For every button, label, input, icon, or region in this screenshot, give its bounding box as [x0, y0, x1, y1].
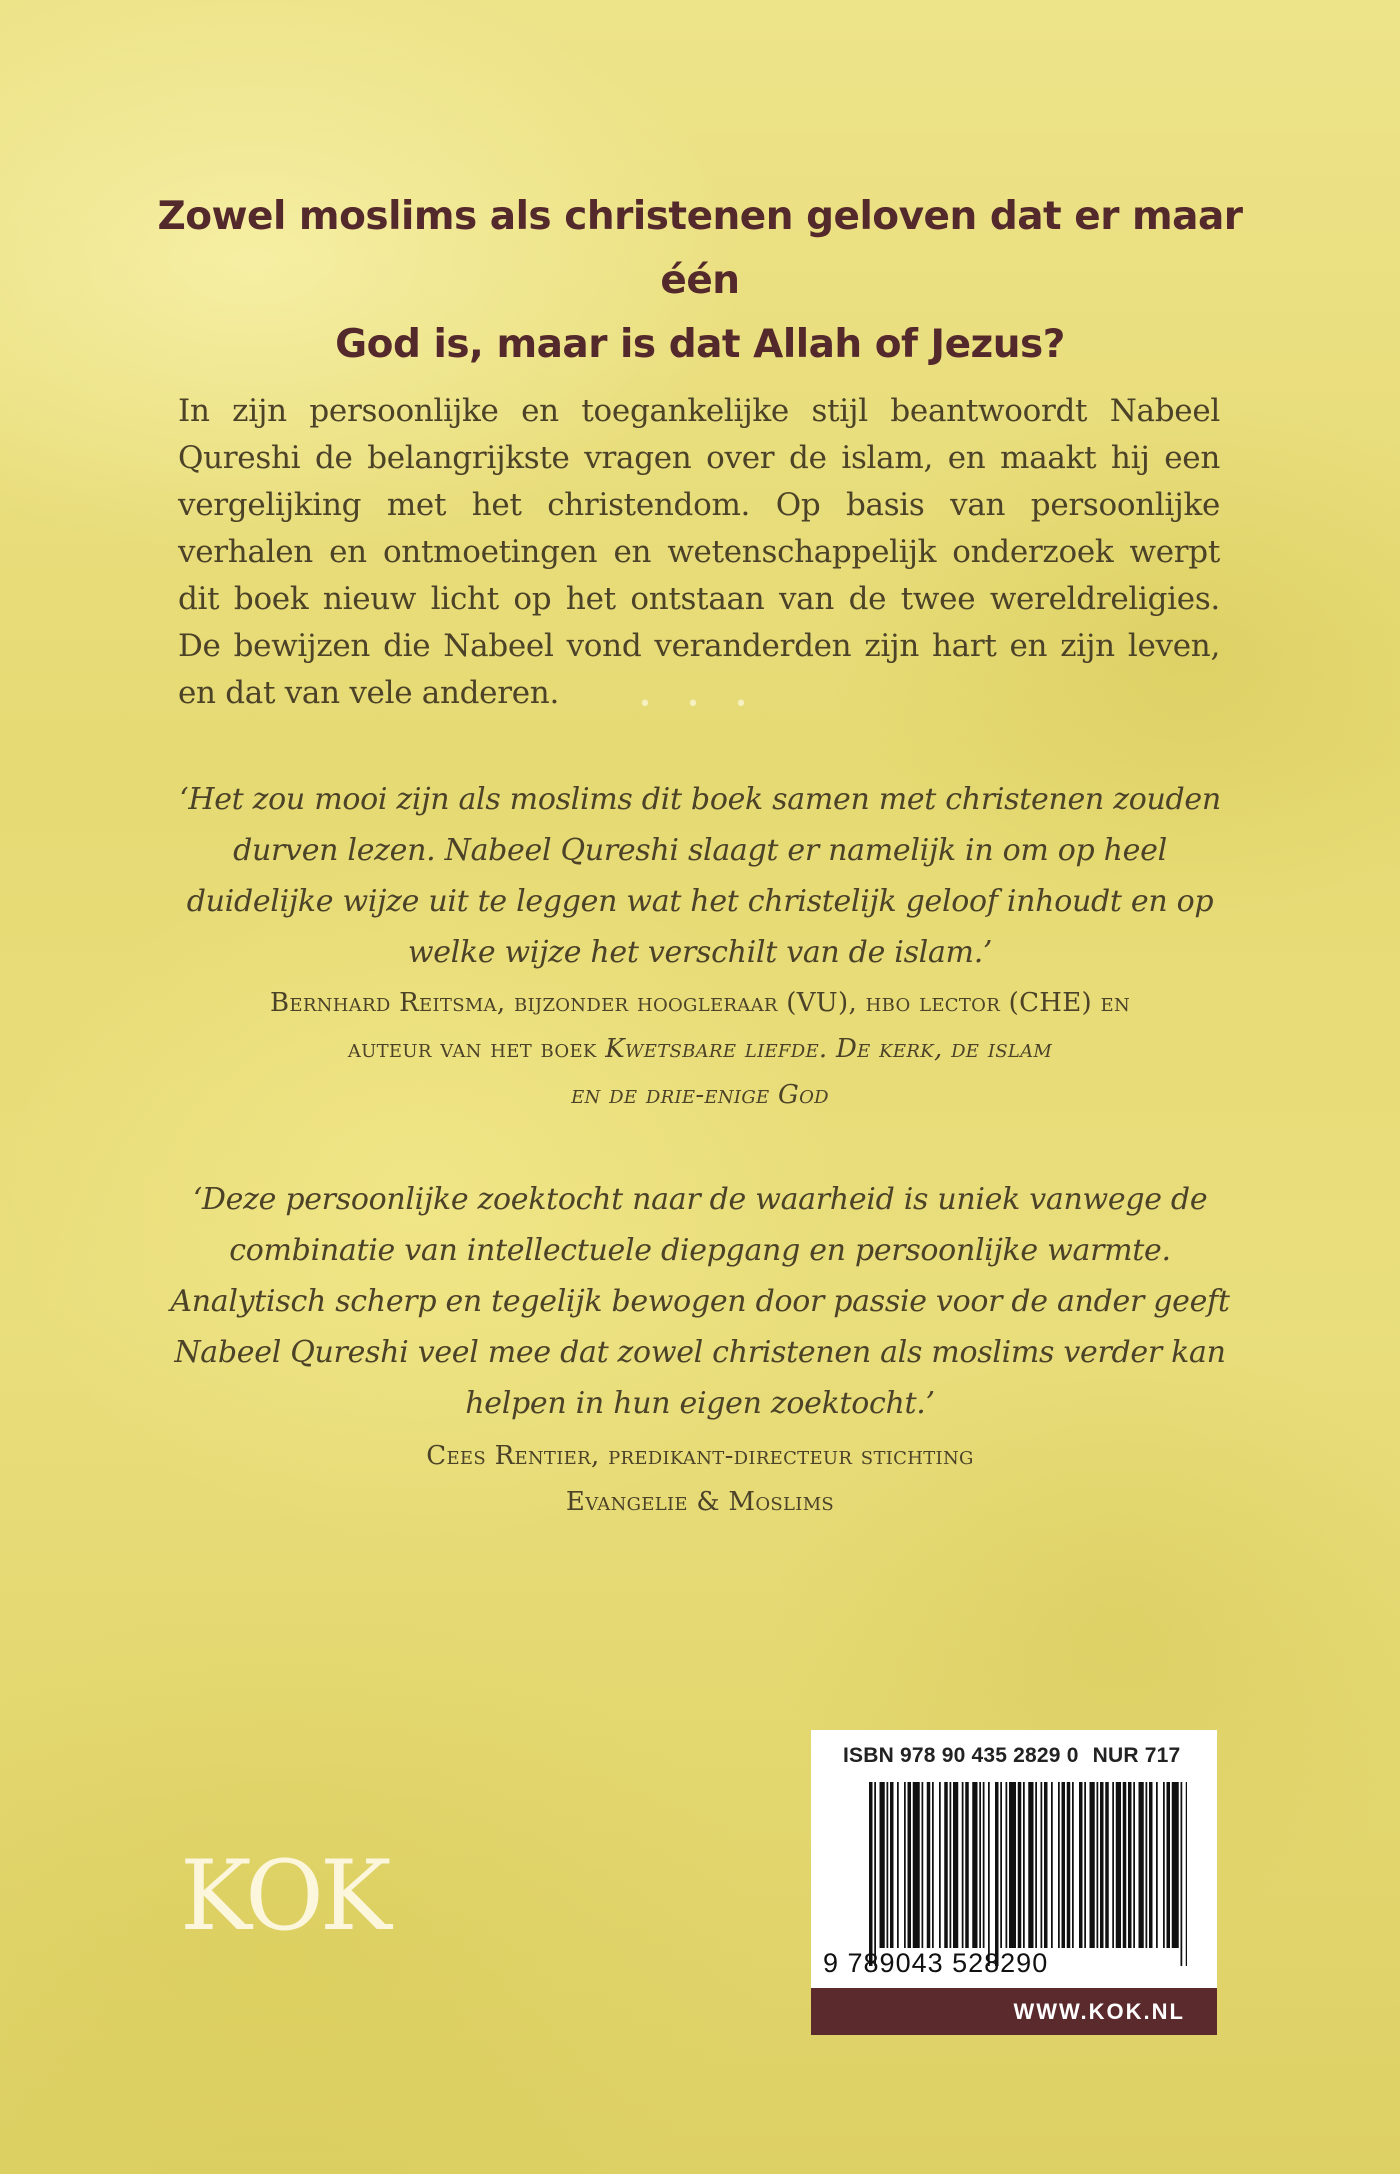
barcode-bar [1090, 1782, 1095, 1948]
isbn-nur-line [843, 1744, 1203, 1768]
barcode-bar [1181, 1782, 1183, 1966]
headline [150, 185, 1250, 377]
publisher-logo: KOK [180, 1840, 388, 1952]
isbn-label: ISBN [843, 1744, 894, 1767]
barcode-bar [913, 1782, 920, 1948]
barcode-bars [869, 1782, 1187, 1966]
barcode-bar [1139, 1782, 1144, 1948]
endorsement-quote-2: ‘Deze persoonlijke zoektocht naar de waarheid is uniek vanwege de combinatie van intellectuele diepgang en persoonlijke warmte. Analytisch scherp en tegelijk bewogen door passie voor de ander geeft Nabeel Qureshi veel mee dat zowel christenen als moslims verder kan helpen in hun eigen zoektocht.’ [170, 1182, 1230, 1421]
barcode-bar [1112, 1782, 1114, 1948]
attribution-1-line-1: Bernhard Reitsma, bijzonder hoogleraar (VU), hbo lector (CHE) en [269, 988, 1131, 1018]
barcode-bar [1084, 1782, 1086, 1948]
attribution-1-book-title-b: en de drie-enige God [571, 1080, 829, 1110]
barcode-bar [1023, 1782, 1025, 1948]
barcode-bar [953, 1782, 958, 1948]
barcode-bar [1123, 1782, 1127, 1948]
barcode-bar [1041, 1782, 1043, 1948]
barcode-bar [887, 1782, 889, 1948]
barcode-panel [811, 1730, 1217, 2035]
barcode-bar [1116, 1782, 1121, 1948]
barcode-bar [880, 1782, 885, 1948]
headline-line-2: God is, maar is dat Allah of Jezus? [335, 322, 1065, 367]
barcode-bar [1149, 1782, 1153, 1948]
barcode-bar [1167, 1782, 1171, 1948]
barcode-bar [1072, 1782, 1074, 1948]
barcode-bar [932, 1782, 934, 1948]
barcode-bar [1186, 1782, 1187, 1966]
attribution-1-line-3 [160, 1072, 1240, 1118]
barcode-bar [1156, 1782, 1158, 1948]
barcode-bar [1097, 1782, 1099, 1948]
attribution-2-line-2: Evangelie & Moslims [565, 1487, 835, 1517]
barcode-bar [944, 1782, 948, 1948]
nur-label: NUR [1092, 1744, 1139, 1767]
barcode-bar [972, 1782, 977, 1948]
barcode-bar [1028, 1782, 1033, 1948]
barcode-bar [1035, 1782, 1037, 1948]
barcode-bar [908, 1782, 912, 1948]
barcode-bar [1163, 1782, 1165, 1948]
barcode-bar [927, 1782, 931, 1948]
barcode-bar [1062, 1782, 1066, 1948]
barcode-bar [904, 1782, 906, 1948]
attribution-2-line-1: Cees Rentier, predikant-directeur stichting [426, 1441, 974, 1471]
barcode-bar [1067, 1782, 1071, 1948]
barcode-bar [1006, 1782, 1008, 1948]
barcode-digits: 9 789043 528290 [823, 1948, 1049, 1978]
barcode-bar [1058, 1782, 1060, 1948]
barcode-bar [965, 1782, 969, 1948]
barcode-bar [988, 1782, 990, 1966]
barcode-bar [995, 1782, 999, 1966]
barcode-bar [1105, 1782, 1109, 1948]
attribution-1-book-title-a: Kwetsbare liefde. De kerk, de islam [605, 1034, 1053, 1064]
barcode-bar [1009, 1782, 1016, 1948]
barcode-bar [1079, 1782, 1083, 1948]
barcode-bar [979, 1782, 981, 1948]
barcode-bar [1044, 1782, 1048, 1948]
attribution-1-prefix: auteur van het boek [347, 1034, 606, 1064]
endorsement-attribution-2 [160, 1433, 1240, 1525]
barcode-bar [922, 1782, 924, 1948]
barcode-bar [890, 1782, 894, 1948]
barcode-bar [1018, 1782, 1022, 1948]
barcode-bar [950, 1782, 952, 1948]
barcode-bar [939, 1782, 941, 1948]
blurb-paragraph: In zijn persoonlijke en toegankelijke stijl beantwoordt Nabeel Qureshi de belangrijkste vragen over de islam, en maakt hij een vergelijking met het christendom. Op basis van persoonlijke verhalen en ontmoetingen en wetenschappelijk onderzoek werpt dit boek nieuw licht op het ontstaan van de twee wereldreligies. De bewijzen die Nabeel vond veranderden zijn hart en zijn leven, en dat van vele anderen. [178, 393, 1220, 711]
barcode-bar [897, 1782, 899, 1948]
barcode-bar [874, 1782, 876, 1966]
isbn-number: 978 90 435 2829 0 [900, 1744, 1079, 1767]
headline-line-1: Zowel moslims als christenen geloven dat er maar één [157, 194, 1243, 303]
endorsement-attribution-1 [160, 980, 1240, 1118]
barcode-bar [1172, 1782, 1179, 1948]
barcode-bar [1051, 1782, 1053, 1948]
barcode-bar [1128, 1782, 1132, 1948]
barcode-bar [983, 1782, 985, 1948]
barcode-bar [1000, 1782, 1002, 1948]
barcode-bar [869, 1782, 873, 1966]
barcode-bar [962, 1782, 964, 1948]
nur-number: 717 [1144, 1744, 1181, 1767]
website-url: WWW.KOK.NL [811, 1988, 1217, 2035]
barcode-bar [1100, 1782, 1104, 1948]
separator-dots: • • • [638, 692, 762, 717]
endorsement-quote-1: ‘Het zou mooi zijn als moslims dit boek samen met christenen zouden durven lezen. Nabeel Qureshi slaagt er namelijk in om op heel duidelijke wijze uit te leggen wat het christelijk geloof inhoudt en op welke wijze het verschilt van de islam.’ [179, 782, 1221, 970]
barcode-bar [1146, 1782, 1148, 1948]
attribution-1-line-2 [160, 1026, 1240, 1072]
barcode-bar [1133, 1782, 1135, 1948]
